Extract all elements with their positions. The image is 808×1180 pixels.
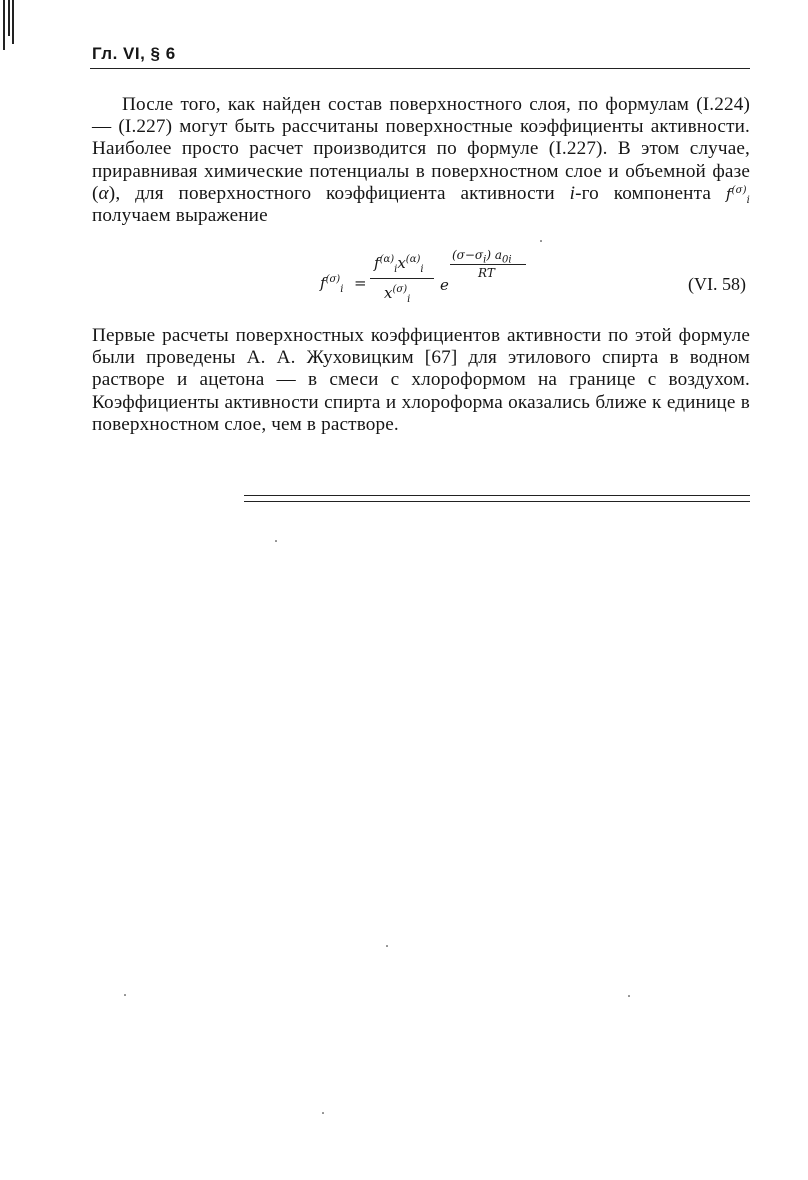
paragraph-1 bbox=[92, 94, 750, 227]
scan-speck bbox=[386, 945, 388, 947]
paragraph-2: Первые расчеты поверхностных коэффициентов активности по этой формуле были проведены А. А. Жуховицким [67] для этилового спирта в водном растворе и ацетона — в смеси с хлороформом на границе с воздухом. Коэффициенты активности спирта и хлороформа оказались ближе к единице в поверхностном слое, чем в растворе. bbox=[92, 325, 750, 435]
activity-coefficient-symbol: $f^{(\sigma)}_i$ bbox=[725, 184, 750, 206]
scan-speck bbox=[628, 995, 630, 997]
paragraph-1-text-d: получаем выражение bbox=[92, 205, 268, 227]
paragraph-1-text-c: -го компонента bbox=[575, 182, 726, 204]
formula-fraction-bar bbox=[370, 278, 434, 279]
equation-vi-58 bbox=[310, 248, 640, 320]
page-binding-mark bbox=[3, 0, 17, 50]
scan-speck bbox=[322, 1112, 324, 1114]
alpha-symbol: α bbox=[98, 182, 109, 204]
formula-numerator: $f^{(\alpha)}_ix^{(\alpha)}_i$ bbox=[374, 254, 424, 275]
paragraph-1-text-b: ), для поверхностного коэффициента активности bbox=[108, 182, 570, 204]
equation-number: (VI. 58) bbox=[688, 274, 746, 294]
formula-equals: = bbox=[354, 274, 367, 292]
scan-speck bbox=[540, 240, 542, 242]
header-rule bbox=[90, 68, 750, 69]
index-i: i bbox=[569, 182, 576, 204]
end-rule-bottom bbox=[244, 501, 750, 502]
scan-speck bbox=[275, 540, 277, 542]
formula-lhs: $f^{(\sigma)}_i$ bbox=[320, 274, 344, 295]
running-header: Гл. VI, § 6 bbox=[92, 44, 176, 63]
formula-exponential-base: e bbox=[440, 276, 449, 294]
formula-exponent-denominator: RT bbox=[478, 266, 495, 280]
formula-denominator: $x^{(\sigma)}_i$ bbox=[384, 284, 411, 305]
end-rule-top bbox=[244, 495, 750, 496]
paragraph-1-text-a: После того, как найден состав поверхностного слоя, по формулам (I.224) — (I.227) могут быть рассчитаны поверхностные коэффициенты активности. Наиболее просто расчет производится по формуле (I.227). В этом случае, приравнивая химические потенциалы в поверхностном слое и объемной фазе ( bbox=[92, 94, 750, 204]
formula-exponent-bar bbox=[450, 264, 526, 265]
formula-exponent-numerator: $(\sigma-\sigma_i)$ $a_{0i}$ bbox=[452, 248, 512, 266]
scan-speck bbox=[124, 994, 126, 996]
